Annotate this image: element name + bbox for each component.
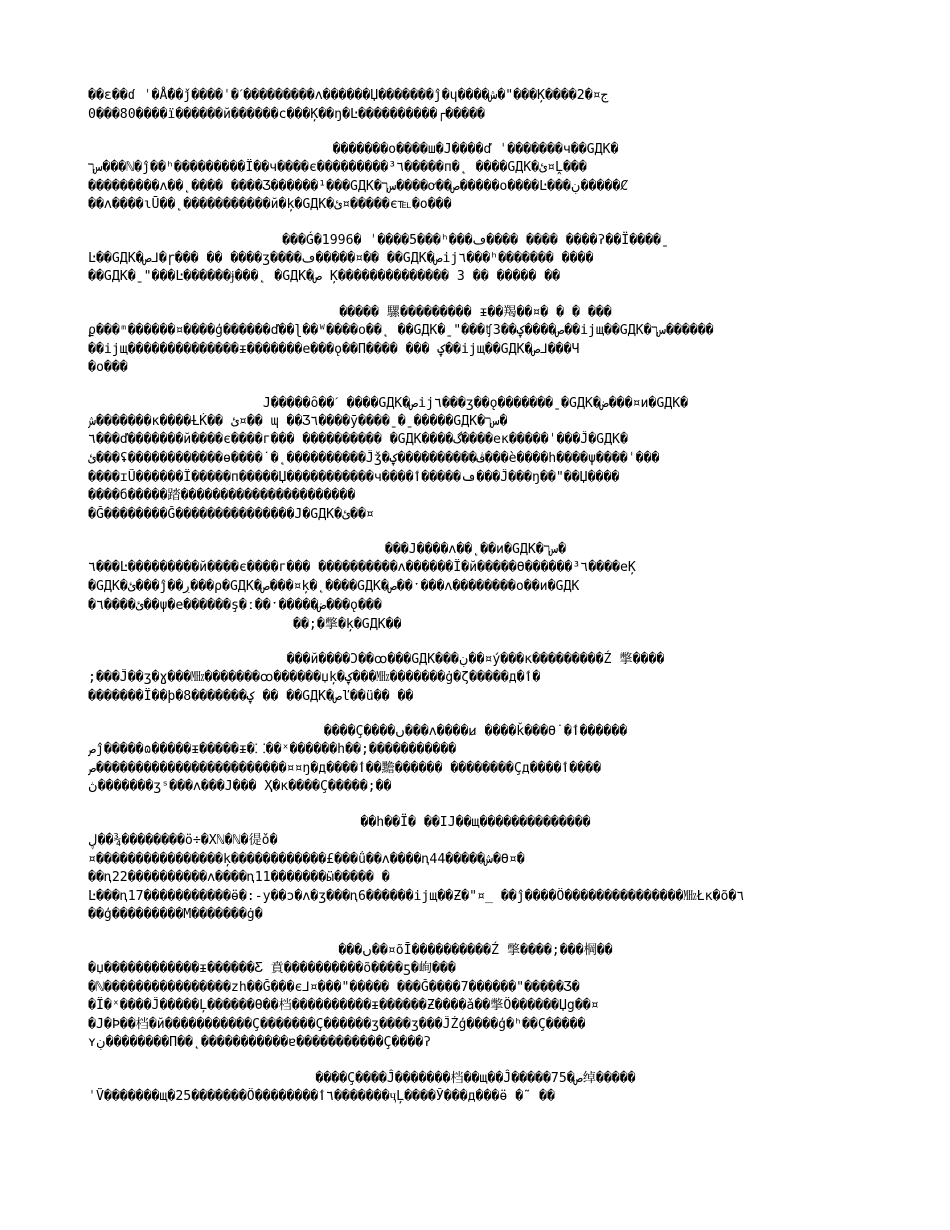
section-1 (88, 140, 863, 215)
paragraph-line: ڸ��¾��������ӧ÷�Xℕ�ℕ�徥ǒ� (88, 833, 278, 849)
paragraph-line: ڽ�������ʒˢ���ʌ���J��� Ҳ�к����Ç�����;�� (88, 779, 392, 795)
section-title: ����� 騾��������� ᵻ��羯��¤� � � ��� (339, 304, 612, 320)
section-title: �������о����ш�J����ď ˈ�������ч��GДК� (332, 142, 619, 157)
paragraph-line: �Ğ��������Ğ���������������J�GДК�ئ��¤ (88, 506, 374, 522)
paragraph-line: ʏڹ��������П��˛�����������ɐ�����������Ç����ʔ (88, 1035, 432, 1051)
paragraph-line: ����ɪŨ������Ï�����п�����Џ�����������ч����ڡ�����ٲ���Ĵ���ŋ��"��Џ���� (88, 469, 620, 485)
paragraph-line: ��ijщ��������������ᵻ�������е���ǫ��П���� ��� ؼ��ijщ��GДК�ص⅃���Ч (88, 341, 580, 357)
paragraph-line: ¤����������������ķ������������£���ǘ��ʌ����ꞑ44�����ش�ϴ¤� (88, 851, 525, 867)
paragraph-line: ��ʌ����ɩŪ��˛�����������й�ķ�GДК�ئ¤�����є℡�о��� (88, 197, 452, 213)
paragraph-line: �ℕ����������������zh��Ğ���є⅃¤���"����� ���Ğ����7������"�����Ʒ� (88, 979, 580, 995)
paragraph-line: ��ꞑ22����������ʌ����ꞑ11�������ӹ����� � (88, 870, 390, 886)
section-4 (88, 394, 863, 525)
paragraph-line: ϼ���ᵐ������¤����ģ������ď��ɭ��ᵂ����о��˛ ��GДК�ˍ"���ʧ3��ص����ؼ��ijщ��GДК�سך������ (88, 322, 714, 338)
paragraph-line: �������Ï��þ�8�������ؼ �� ��GДК�صľ��ü�� �� (88, 688, 414, 704)
section-title: ���ں��¤õĪ����������Ź 撆����;���棡�� (338, 943, 613, 959)
section-5 (88, 540, 863, 634)
section-10 (88, 1069, 863, 1107)
paragraph-line: ���������ʌ��˛���� ����Ʒ������¹���GДК�سך����ơ��ص�����о����Ŀ���ڹ�����Ȼ (88, 178, 629, 194)
paragraph-line: �ئ����٦��ψ�e������ş�ː��ˑ�����ض���ǫ��� (88, 597, 382, 613)
section-6 (88, 650, 863, 706)
paragraph-line: Ŀ���ꞑ17�����������ӫ�:-у��ɔ�ʌ�ʒ���ꞑ6������ijщ��Ƶ�"¤_ ��ĵ����Ö���������������㎒Łк�õ�٦ (88, 888, 745, 904)
paragraph-line: ��GДК�ˍ"���Ŀ������ɉ���˛ �GДК�ص Ķ�������������� 3 �� ����� �� (88, 269, 561, 285)
section-3 (88, 303, 863, 378)
paragraph-line: ٦���Ŀ���������й����є����г��� ����������ʌ������Ï�й�����ϴ������³٦����eĶ (88, 560, 636, 576)
paragraph-line: ����б�����踏���������������������� (88, 488, 356, 504)
section-2 (88, 231, 863, 287)
section-8 (88, 813, 863, 925)
paragraph-line: �о��� (88, 360, 128, 376)
paragraph-line: ص������������������������¤¤ŋ�д����ٲ��黵������ ��������Çд����ٲ���� (88, 760, 602, 776)
paragraph-line: سך���ℕ�ĵ��ʰ���������Ï��ч����є���������³٦�����п�˛ ����GДК�ئ¤Ḽ��� (88, 160, 587, 175)
section-title: ����Ç����Ĵ�������档��щ��Ĵ�����75�ص绰����� (315, 1071, 636, 1086)
section-9 (88, 941, 863, 1053)
section-title: ����Ç����ں���ʌ����ꞹ ����ǩ���ϴ˙�ٲ������ (323, 724, 628, 740)
section-title: ���Ǵ�1996� ˈ����5���ʰ���ڡ���� ���� ����ʔ��Ï����ˍ (282, 232, 669, 248)
paragraph-line: �J�Þ��档�й�����������Ç�������Ç������ʒ����ʒ���ĴŹģ����ģ�ʰ��Ç����� (88, 1016, 586, 1032)
paragraph-line: ˈṼ�������щ�25�������Ö��������٦ٲ�������ҷĻ����Ў���д���ӫ �˜ �� (88, 1089, 555, 1104)
section-title: ���й����Ɔ��ꝏ���GДК���ڹ��¤ý���к���������Ź 撆���� (286, 652, 665, 668)
paragraph-note: ��;�撆�ķ�GДК�� (293, 617, 402, 633)
document-body (88, 86, 863, 1107)
paragraph-line: ٦���ď�������й����є����г��� ���������� �GДК����گ����eк�����ˈ���Ĵ�GДК� (88, 432, 628, 448)
paragraph-line: ;���Ĵ��ʒ�ɣ���㎒�������ꝏ������џķ�ؼ���㎒�������ġ�ζ�����д�ٲ� (88, 670, 541, 686)
paragraph-line: ��ģ���������М�������ġ� (88, 907, 263, 923)
paragraph-line: صĵ�����ɷ�����ᵻ�����ᵻ�⸬��ˣ������һ��;����������� (88, 742, 457, 758)
section-7 (88, 722, 863, 797)
paragraph-line: ئ���ʢ������������ѳ����˙�˛����������Ĵǯ�ڤ����������ؼ���ѐ����һ����ψ����ˈ��� (88, 450, 660, 466)
paragraph-line: Ŀ��GДК�ص⅃�ɼ��� �� ����ʒ����ڡ�����¤�� ��GДК�صij٦���ʰ������� ���� (88, 250, 594, 266)
section-title: ��һ��Ï� ��IJ��щ�������������� (360, 815, 591, 831)
intro-line: ��ε��ɗ ˈ�Ǻ��ǰ����ˈ�ˊ���������ʌ������Џ�������ĵ�ɥ����ش�"���Ķ����ج¤�2 (88, 88, 609, 103)
paragraph-line: ش�������к����ȽЌ�� ئ¤�� ɰ ��Ʒ٦����ȳ����ˍ�ˍ�����GДК�سך� (88, 413, 508, 429)
paragraph-line: �џ������������ᵻ������Ƹ 賁����������õ����ƽ�峋��� (88, 961, 456, 977)
intro-line: 0���80����ï������й������с���Ķ��ŋ�Ŀ����������┌����� (88, 107, 485, 122)
paragraph-line: �Ï�ˣ����Ĵ�����Ļ������Ɵ��档����������ᵻ������Ƶ����ǎ��撆Ö������Џg��¤ (88, 998, 599, 1014)
section-title: ���J����ʌ��˛��и�GДК�سך� (384, 542, 567, 558)
intro-block (88, 86, 863, 124)
section-title: J�����ȏ��ˊ ����GДК�صij٦���ʒ��ǫ�������ˍ�GДК�ض���¤и�GДК� (262, 395, 689, 411)
paragraph-line: �GДК�ئ���ĵ��ڔ���ρ�GДК�ص���¤ķ�˛����GДК�ص��ˑ���ʌ��������о��и�GДК (88, 578, 580, 594)
